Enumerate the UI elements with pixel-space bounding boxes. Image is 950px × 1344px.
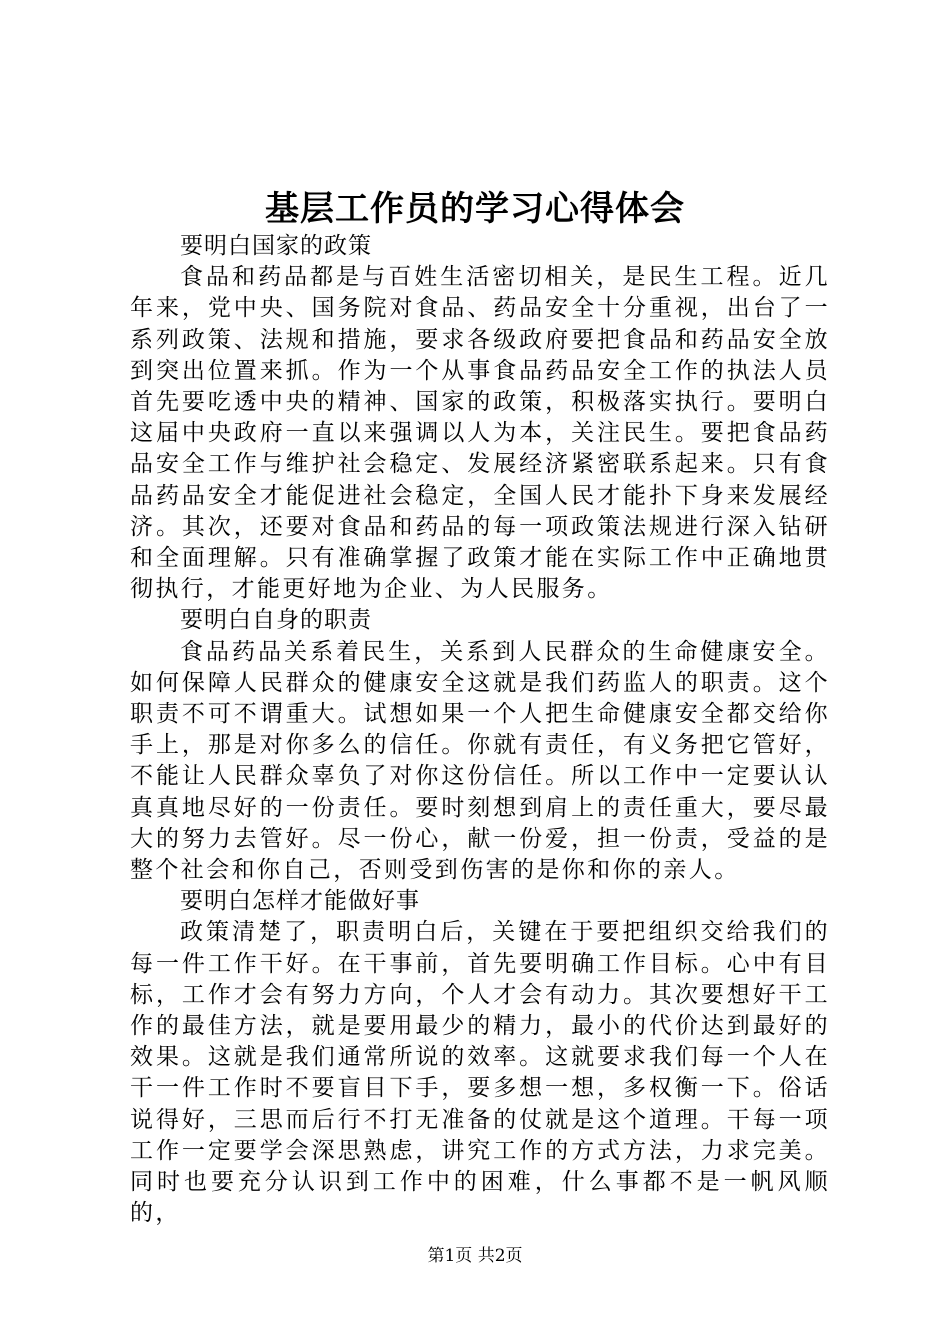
page-footer: 第1页 共2页 [427, 1246, 523, 1266]
section-paragraph-policy: 食品和药品都是与百姓生活密切相关，是民生工程。近几年来，党中央、国务院对食品、药品安全十分重视，出台了一系列政策、法规和措施，要求各级政府要把食品和药品安全放到突出位置来抓。作为一个从事食品药品安全工作的执法人员首先要吃透中央的精神、国家的政策，积极落实执行。要明白这届中央政府一直以来强调以人为本，关注民生。要把食品药品安全工作与维护社会稳定、发展经济紧密联系起来。只有食品药品安全才能促进社会稳定，全国人民才能扑下身来发展经济。其次，还要对食品和药品的每一项政策法规进行深入钻研和全面理解。只有准确掌握了政策才能在实际工作中正确地贯彻执行，才能更好地为企业、为人民服务。 [130, 264, 830, 603]
document-title: 基层工作员的学习心得体会 [265, 189, 685, 229]
section-paragraph-method: 政策清楚了，职责明白后，关键在于要把组织交给我们的每一件工作干好。在干事前，首先要明确工作目标。心中有目标，工作才会有努力方向，个人才会有动力。其次要想好干工作的最佳方法，就是要用最少的精力，最小的代价达到最好的效果。这就是我们通常所说的效率。这就要求我们每一个人在干一件工作时不要盲目下手，要多想一想，多权衡一下。俗话说得好，三思而后行不打无准备的仗就是这个道理。干每一项工作一定要学会深思熟虑，讲究工作的方式方法，力求完美。同时也要充分认识到工作中的困难，什么事都不是一帆风顺的， [130, 919, 830, 1227]
section-heading-method: 要明白怎样才能做好事 [180, 888, 420, 915]
section-heading-duty: 要明白自身的职责 [180, 607, 372, 634]
section-paragraph-duty: 食品药品关系着民生，关系到人民群众的生命健康安全。如何保障人民群众的健康安全这就是我们药监人的职责。这个职责不可不谓重大。试想如果一个人把生命健康安全都交给你手上，那是对你多么的信任。你就有责任，有义务把它管好，不能让人民群众辜负了对你这份信任。所以工作中一定要认认真真地尽好的一份责任。要时刻想到肩上的责任重大，要尽最大的努力去管好。尽一份心，献一份爱，担一份责，受益的是整个社会和你自己，否则受到伤害的是你和你的亲人。 [130, 638, 830, 884]
document-body [130, 231, 830, 1230]
section-heading-policy: 要明白国家的政策 [180, 233, 372, 259]
